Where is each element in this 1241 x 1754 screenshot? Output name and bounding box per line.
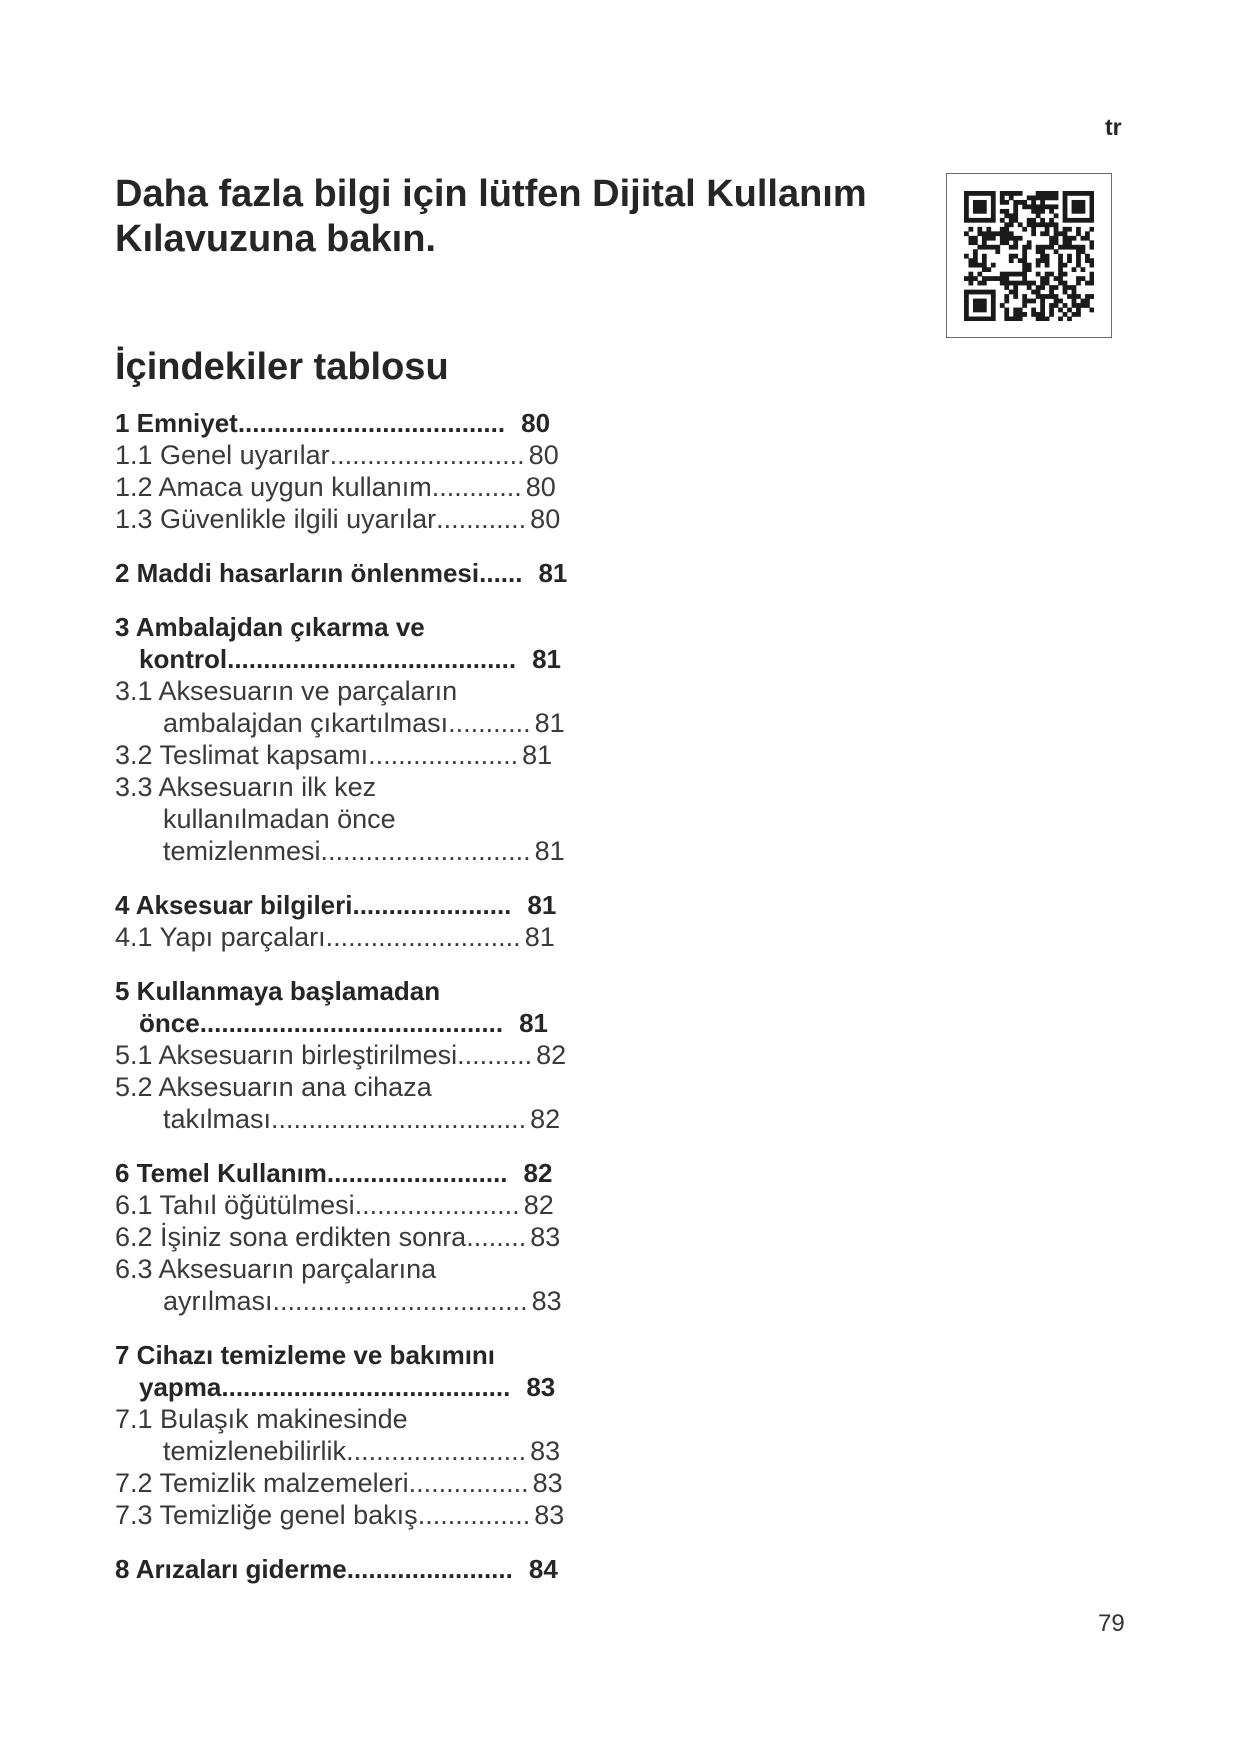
toc-entry[interactable] <box>115 1071 615 1135</box>
toc-entry[interactable] <box>115 503 615 535</box>
intro-heading: Daha fazla bilgi için lütfen Dijital Kullanım Kılavuzuna bakın. <box>115 173 867 260</box>
toc-entry[interactable] <box>115 471 615 503</box>
toc-page-number: 80 <box>530 504 561 534</box>
toc-page-number: 81 <box>519 1008 549 1038</box>
toc-leader-dots: ........ <box>466 1222 527 1252</box>
toc-entry[interactable] <box>115 439 615 471</box>
toc-entry-label: 4.1 Yapı parçaları <box>115 922 326 952</box>
toc-leader-dots: .................... <box>368 740 519 770</box>
toc-entry-label: 1 Emniyet <box>115 408 238 438</box>
toc-leader-dots: .......................... <box>325 922 521 952</box>
toc-leader-dots: ....................... <box>346 1554 513 1584</box>
toc-entry[interactable] <box>115 1039 615 1071</box>
toc-page-number: 82 <box>530 1104 561 1134</box>
toc-page-number: 84 <box>528 1554 558 1584</box>
toc-entry-label: 1.2 Amaca uygun kullanım <box>115 472 432 502</box>
toc-page-number: 83 <box>530 1222 561 1252</box>
toc-entry-label: 6 Temel Kullanım <box>115 1158 327 1188</box>
toc-entry-label: 3 Ambalajdan çıkarma ve <box>115 612 425 642</box>
toc-entry-label: 7.3 Temizliğe genel bakış <box>115 1500 418 1530</box>
toc-page-number: 82 <box>523 1190 554 1220</box>
toc-entry-label: önce <box>139 1008 200 1038</box>
toc-leader-dots: .................................. <box>271 1104 527 1134</box>
toc-entry[interactable] <box>115 1499 615 1531</box>
toc-entry[interactable] <box>115 1339 615 1403</box>
toc-leader-dots: ..................................... <box>237 408 506 438</box>
page-number: 79 <box>1098 1610 1125 1637</box>
toc-leader-dots: ............................ <box>320 836 531 866</box>
toc-entry-label: ayrılması <box>163 1286 273 1316</box>
toc-entry[interactable] <box>115 407 615 439</box>
toc-entry[interactable] <box>115 739 615 771</box>
toc-entry-label: 2 Maddi hasarların önlenmesi <box>115 558 480 588</box>
toc-entry-label: 3.2 Teslimat kapsamı <box>115 740 369 770</box>
toc-entry[interactable] <box>115 557 615 589</box>
toc-entry[interactable] <box>115 611 615 675</box>
toc-entry-label: temizlenebilirlik <box>163 1436 347 1466</box>
toc-title: İçindekiler tablosu <box>115 346 449 388</box>
toc-entry-label: 7 Cihazı temizleme ve bakımını <box>115 1340 496 1370</box>
toc-entry[interactable] <box>115 675 615 739</box>
toc-entry-label: 3.1 Aksesuarın ve parçaların <box>115 676 458 706</box>
toc-entry[interactable] <box>115 889 615 921</box>
toc-page-number: 80 <box>528 440 559 470</box>
toc-entry[interactable] <box>115 1403 615 1467</box>
toc-leader-dots: .......................... <box>329 440 525 470</box>
toc-entry[interactable] <box>115 1157 615 1189</box>
toc-entry-label: yapma <box>139 1372 222 1402</box>
toc-entry-label: 5.2 Aksesuarın ana cihaza <box>115 1072 432 1102</box>
language-code: tr <box>1105 114 1122 140</box>
toc-page-number: 82 <box>536 1040 567 1070</box>
toc-page-number: 83 <box>534 1500 565 1530</box>
toc-leader-dots: ............ <box>431 472 522 502</box>
toc-entry-label: 7.1 Bulaşık makinesinde <box>115 1404 408 1434</box>
qr-code <box>946 173 1112 338</box>
toc-leader-dots: ............ <box>436 504 527 534</box>
toc-entry-label: 1.3 Güvenlikle ilgili uyarılar <box>115 504 437 534</box>
toc-entry[interactable] <box>115 1553 615 1585</box>
toc-entry-label: kullanılmadan önce <box>163 804 396 834</box>
toc-entry[interactable] <box>115 771 615 867</box>
toc-entry[interactable] <box>115 1189 615 1221</box>
toc-leader-dots: ................ <box>408 1468 529 1498</box>
toc-page-number: 81 <box>532 644 561 674</box>
toc-leader-dots: ......................... <box>326 1158 508 1188</box>
toc-entry[interactable] <box>115 1467 615 1499</box>
toc-entry-label: 8 Arızaları giderme <box>115 1554 347 1584</box>
toc-entry-label: temizlenmesi <box>163 836 321 866</box>
toc-page-number: 81 <box>534 708 565 738</box>
toc-page-number: 81 <box>534 836 565 866</box>
toc-leader-dots: ...................... <box>354 1190 520 1220</box>
qr-code-icon <box>964 191 1094 321</box>
toc-leader-dots: .................................. <box>272 1286 528 1316</box>
toc-entry-label: 6.3 Aksesuarın parçalarına <box>115 1254 437 1284</box>
toc-page-number: 81 <box>538 558 568 588</box>
toc-page-number: 83 <box>532 1468 563 1498</box>
toc-page-number: 80 <box>521 408 551 438</box>
toc-page-number: 83 <box>531 1286 562 1316</box>
table-of-contents <box>115 407 615 1585</box>
toc-leader-dots: ........... <box>448 708 531 738</box>
toc-leader-dots: ........................................ <box>227 644 517 674</box>
toc-entry-label: kontrol <box>139 644 228 674</box>
toc-page-number: 82 <box>523 1158 553 1188</box>
toc-entry-label: 6.1 Tahıl öğütülmesi <box>115 1190 355 1220</box>
toc-entry-label: 3.3 Aksesuarın ilk kez <box>115 772 377 802</box>
toc-page-number: 83 <box>530 1436 561 1466</box>
toc-entry-label: 7.2 Temizlik malzemeleri <box>115 1468 409 1498</box>
toc-entry-label: ambalajdan çıkartılması <box>163 708 449 738</box>
toc-leader-dots: ........................................ <box>221 1372 511 1402</box>
toc-entry-label: 6.2 İşiniz sona erdikten sonra <box>115 1222 467 1252</box>
toc-leader-dots: .......... <box>457 1040 533 1070</box>
toc-entry[interactable] <box>115 975 615 1039</box>
toc-entry-label: 5 Kullanmaya başlamadan <box>115 976 441 1006</box>
toc-leader-dots: ............... <box>417 1500 531 1530</box>
toc-page-number: 81 <box>527 890 557 920</box>
toc-leader-dots: ...................... <box>352 890 512 920</box>
toc-page-number: 81 <box>522 740 553 770</box>
toc-entry-label: 5.1 Aksesuarın birleştirilmesi <box>115 1040 458 1070</box>
toc-page-number: 83 <box>526 1372 556 1402</box>
toc-entry-label: 4 Aksesuar bilgileri <box>115 890 353 920</box>
toc-entry-label: 1.1 Genel uyarılar <box>115 440 330 470</box>
toc-leader-dots: ...... <box>479 558 523 588</box>
toc-leader-dots: ........................ <box>346 1436 527 1466</box>
toc-page-number: 81 <box>524 922 555 952</box>
toc-entry-label: takılması <box>163 1104 272 1134</box>
toc-entry[interactable] <box>115 1221 615 1253</box>
toc-page-number: 80 <box>525 472 556 502</box>
toc-entry[interactable] <box>115 1253 615 1317</box>
toc-leader-dots: .......................................... <box>199 1008 504 1038</box>
toc-entry[interactable] <box>115 921 615 953</box>
